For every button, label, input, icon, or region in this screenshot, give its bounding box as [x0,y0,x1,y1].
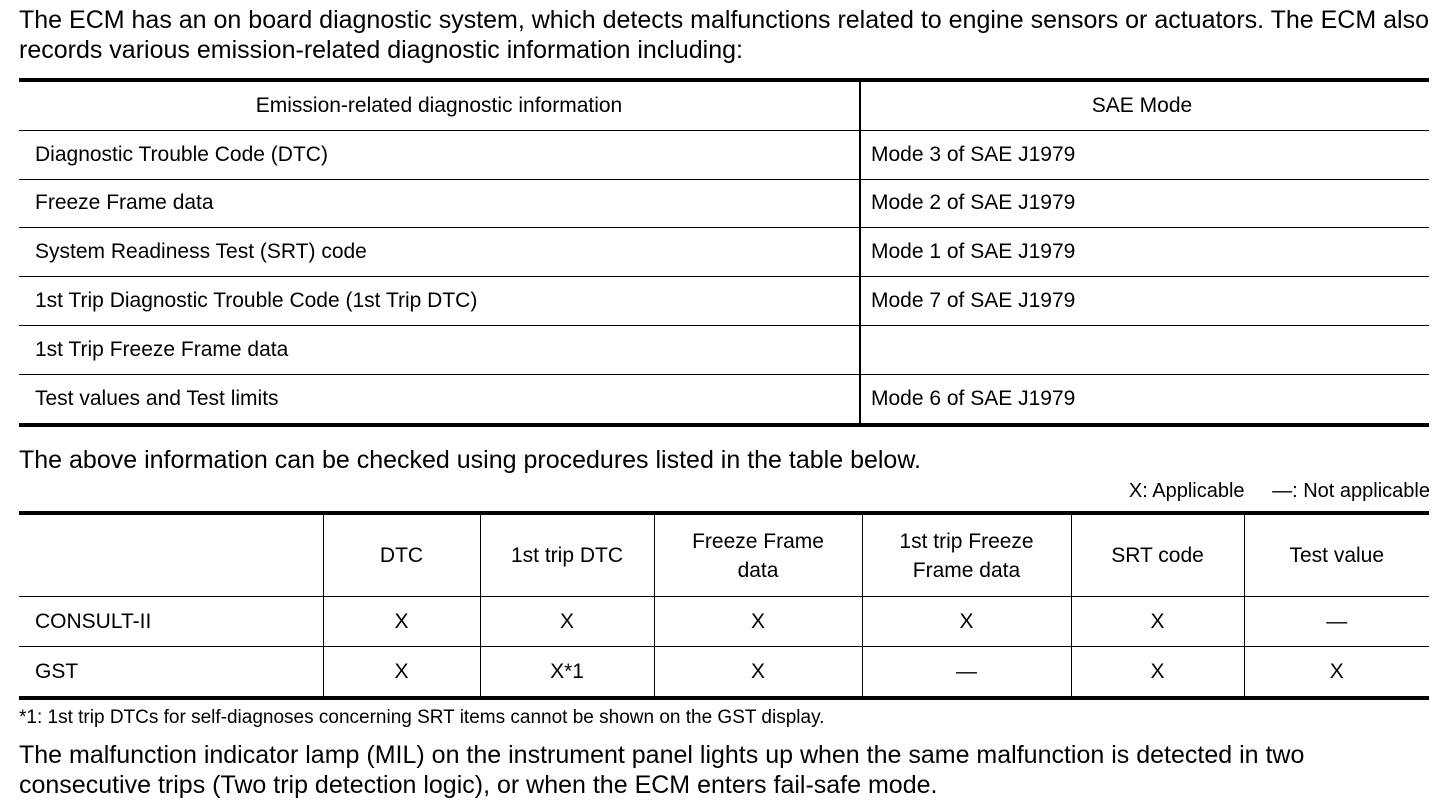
table-row [19,228,1429,277]
table-cell: X [1071,647,1244,699]
procedure-paragraph: The above information can be checked using procedures listed in the table below. [19,446,921,474]
table-cell: 1st Trip Freeze Frame data [19,325,860,374]
table-row [19,597,1429,647]
header-cell: Freeze Frame data [654,513,862,597]
procedure-table [19,511,1429,700]
table-cell: X [1071,597,1244,647]
table-cell: Mode 7 of SAE J1979 [860,277,1429,326]
mil-paragraph: The malfunction indicator lamp (MIL) on the instrument panel lights up when the same malfunction is detected in two consecutive trips (Two trip detection logic), or when the ECM enters fail-safe mode. [19,741,1305,799]
intro-paragraph: The ECM has an on board diagnostic system, which detects malfunctions related to engine sensors or actuators. The ECM also records various emission-related diagnostic information including: [19,6,1429,64]
table-cell: X [1244,647,1429,699]
table-cell: X*1 [480,647,654,699]
header-cell: SRT code [1071,513,1244,597]
table-cell: Mode 6 of SAE J1979 [860,374,1429,424]
table-row [19,179,1429,228]
header-cell: DTC [323,513,480,597]
table-cell: Mode 1 of SAE J1979 [860,228,1429,277]
table-cell: System Readiness Test (SRT) code [19,228,860,277]
table-cell: Test values and Test limits [19,374,860,424]
table-header-row [19,513,1429,597]
table-cell: — [862,647,1071,699]
table-row [19,647,1429,699]
header-cell: Test value [1244,513,1429,597]
table-cell: X [323,647,480,699]
legend-not-applicable: —: Not applicable [1272,480,1430,502]
table-cell: GST [19,647,323,699]
table-row [19,325,1429,374]
table-cell: Diagnostic Trouble Code (DTC) [19,130,860,179]
table-cell: X [654,597,862,647]
table-row [19,130,1429,179]
legend-applicable: X: Applicable [1128,480,1245,502]
table-cell: Mode 3 of SAE J1979 [860,130,1429,179]
header-cell [19,513,323,597]
table-cell [860,325,1429,374]
table-cell: 1st Trip Diagnostic Trouble Code (1st Trip DTC) [19,277,860,326]
table-cell: CONSULT-II [19,597,323,647]
table-cell: X [323,597,480,647]
emission-info-table [19,78,1429,427]
table-row [19,277,1429,326]
table-cell: X [862,597,1071,647]
table-cell: X [654,647,862,699]
footnote: *1: 1st trip DTCs for self-diagnoses concerning SRT items cannot be shown on the GST display. [19,707,825,728]
header-cell: Emission-related diagnostic information [19,80,860,130]
table-cell: Freeze Frame data [19,179,860,228]
header-cell: SAE Mode [860,80,1429,130]
table-row [19,374,1429,424]
table-header-row [19,80,1429,130]
header-cell: 1st trip DTC [480,513,654,597]
legend [1107,478,1430,504]
table-cell: X [480,597,654,647]
header-cell: 1st trip Freeze Frame data [862,513,1071,597]
table-cell: — [1244,597,1429,647]
table-cell: Mode 2 of SAE J1979 [860,179,1429,228]
